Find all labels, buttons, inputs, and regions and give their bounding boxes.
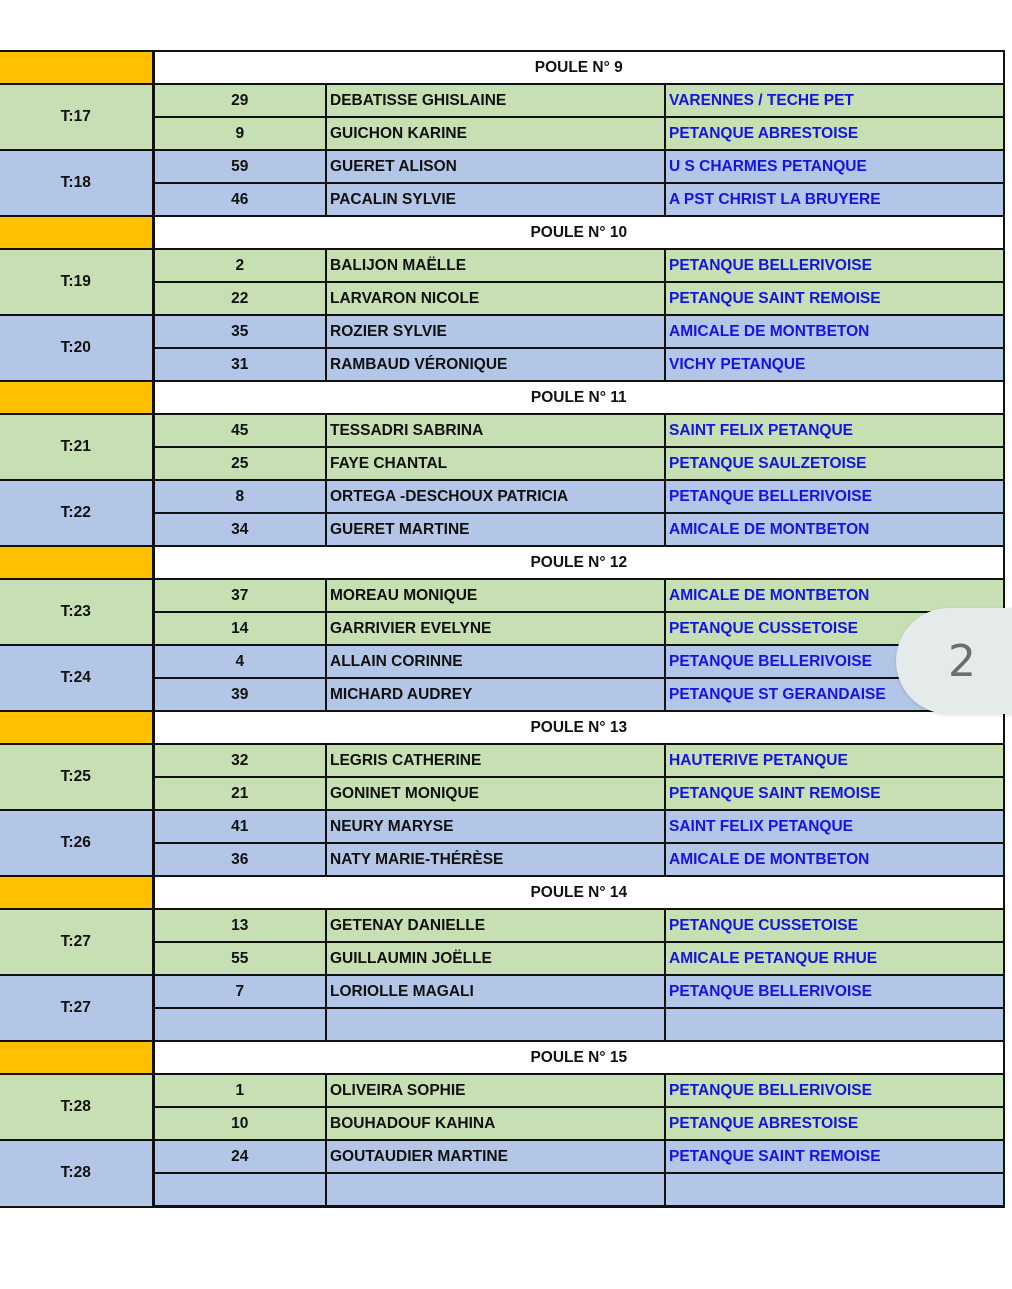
player-name: ROZIER SYLVIE	[326, 315, 665, 348]
poule-title: POULE N° 11	[153, 381, 1004, 414]
table-row	[0, 909, 1004, 942]
player-name: BOUHADOUF KAHINA	[326, 1107, 665, 1140]
table-row	[0, 810, 1004, 843]
player-number: 55	[153, 942, 326, 975]
team-label: T:24	[0, 645, 153, 711]
player-club: AMICALE DE MONTBETON	[665, 315, 1004, 348]
player-name: NATY MARIE-THÉRÈSE	[326, 843, 665, 876]
player-name: FAYE CHANTAL	[326, 447, 665, 480]
table-row	[0, 150, 1004, 183]
player-club: AMICALE DE MONTBETON	[665, 579, 1004, 612]
table-row	[0, 1074, 1004, 1107]
table-row	[0, 480, 1004, 513]
table-row	[0, 84, 1004, 117]
poule-header-row	[0, 51, 1004, 84]
player-number	[153, 1173, 326, 1207]
player-number: 22	[153, 282, 326, 315]
poule-flag-cell	[0, 1041, 153, 1074]
player-club: U S CHARMES PETANQUE	[665, 150, 1004, 183]
poule-flag-cell	[0, 51, 153, 84]
player-name: TESSADRI SABRINA	[326, 414, 665, 447]
team-label: T:21	[0, 414, 153, 480]
player-club: AMICALE DE MONTBETON	[665, 513, 1004, 546]
player-club: A PST CHRIST LA BRUYERE	[665, 183, 1004, 216]
team-label: T:19	[0, 249, 153, 315]
player-name: MICHARD AUDREY	[326, 678, 665, 711]
team-label: T:27	[0, 975, 153, 1041]
player-number: 4	[153, 645, 326, 678]
team-label: T:27	[0, 909, 153, 975]
player-number: 39	[153, 678, 326, 711]
player-name: OLIVEIRA SOPHIE	[326, 1074, 665, 1107]
player-club: PETANQUE BELLERIVOISE	[665, 1074, 1004, 1107]
player-name: GUERET MARTINE	[326, 513, 665, 546]
poule-title: POULE N° 14	[153, 876, 1004, 909]
page-number-badge[interactable]	[896, 608, 1012, 714]
player-club: AMICALE DE MONTBETON	[665, 843, 1004, 876]
player-club: PETANQUE BELLERIVOISE	[665, 975, 1004, 1008]
poule-header-row	[0, 1041, 1004, 1074]
player-number: 35	[153, 315, 326, 348]
player-name: GONINET MONIQUE	[326, 777, 665, 810]
player-club: PETANQUE ABRESTOISE	[665, 1107, 1004, 1140]
player-name: DEBATISSE GHISLAINE	[326, 84, 665, 117]
player-name: LARVARON NICOLE	[326, 282, 665, 315]
player-name	[326, 1008, 665, 1041]
player-number: 1	[153, 1074, 326, 1107]
player-name: GUILLAUMIN JOËLLE	[326, 942, 665, 975]
poule-title: POULE N° 13	[153, 711, 1004, 744]
player-club: VICHY PETANQUE	[665, 348, 1004, 381]
table-row	[0, 249, 1004, 282]
player-club: PETANQUE SAINT REMOISE	[665, 777, 1004, 810]
player-club: SAINT FELIX PETANQUE	[665, 414, 1004, 447]
team-label: T:18	[0, 150, 153, 216]
table-row	[0, 579, 1004, 612]
player-name: GOUTAUDIER MARTINE	[326, 1140, 665, 1173]
team-label: T:23	[0, 579, 153, 645]
poule-title: POULE N° 9	[153, 51, 1004, 84]
team-label: T:20	[0, 315, 153, 381]
player-name: NEURY MARYSE	[326, 810, 665, 843]
player-club: VARENNES / TECHE PET	[665, 84, 1004, 117]
player-club: PETANQUE SAINT REMOISE	[665, 282, 1004, 315]
player-club: PETANQUE SAULZETOISE	[665, 447, 1004, 480]
player-club: PETANQUE ST GERANDAISE	[665, 678, 1004, 711]
player-club: AMICALE PETANQUE RHUE	[665, 942, 1004, 975]
player-number: 8	[153, 480, 326, 513]
poule-header-row	[0, 381, 1004, 414]
player-name: RAMBAUD VÉRONIQUE	[326, 348, 665, 381]
player-number: 21	[153, 777, 326, 810]
player-club	[665, 1008, 1004, 1041]
poule-flag-cell	[0, 711, 153, 744]
poule-header-row	[0, 711, 1004, 744]
poule-title: POULE N° 15	[153, 1041, 1004, 1074]
player-number: 29	[153, 84, 326, 117]
player-club: PETANQUE SAINT REMOISE	[665, 1140, 1004, 1173]
table-row	[0, 1140, 1004, 1173]
player-name: ALLAIN CORINNE	[326, 645, 665, 678]
player-name: GETENAY DANIELLE	[326, 909, 665, 942]
player-number: 9	[153, 117, 326, 150]
player-club: PETANQUE CUSSETOISE	[665, 909, 1004, 942]
player-number: 7	[153, 975, 326, 1008]
player-name: BALIJON MAËLLE	[326, 249, 665, 282]
poule-header-row	[0, 216, 1004, 249]
table-row	[0, 414, 1004, 447]
player-number: 34	[153, 513, 326, 546]
poule-title: POULE N° 10	[153, 216, 1004, 249]
player-name: GARRIVIER EVELYNE	[326, 612, 665, 645]
player-name: MOREAU MONIQUE	[326, 579, 665, 612]
player-club	[665, 1173, 1004, 1207]
player-name: PACALIN SYLVIE	[326, 183, 665, 216]
team-label: T:25	[0, 744, 153, 810]
team-label: T:28	[0, 1140, 153, 1207]
player-number: 2	[153, 249, 326, 282]
player-club: PETANQUE CUSSETOISE	[665, 612, 1004, 645]
player-number: 13	[153, 909, 326, 942]
player-number: 36	[153, 843, 326, 876]
player-number: 31	[153, 348, 326, 381]
team-label: T:26	[0, 810, 153, 876]
player-club: PETANQUE BELLERIVOISE	[665, 480, 1004, 513]
poule-flag-cell	[0, 381, 153, 414]
poule-header-row	[0, 546, 1004, 579]
poule-sheet	[0, 50, 1004, 1208]
player-name: GUERET ALISON	[326, 150, 665, 183]
player-club: SAINT FELIX PETANQUE	[665, 810, 1004, 843]
player-number	[153, 1008, 326, 1041]
player-number: 41	[153, 810, 326, 843]
player-club: PETANQUE BELLERIVOISE	[665, 645, 1004, 678]
page-number: 2	[948, 635, 976, 687]
player-name: LORIOLLE MAGALI	[326, 975, 665, 1008]
player-number: 32	[153, 744, 326, 777]
player-number: 45	[153, 414, 326, 447]
player-number: 10	[153, 1107, 326, 1140]
team-label: T:28	[0, 1074, 153, 1140]
player-club: HAUTERIVE PETANQUE	[665, 744, 1004, 777]
player-number: 59	[153, 150, 326, 183]
table-row	[0, 744, 1004, 777]
poule-title: POULE N° 12	[153, 546, 1004, 579]
player-number: 46	[153, 183, 326, 216]
team-label: T:22	[0, 480, 153, 546]
table-row	[0, 645, 1004, 678]
player-number: 25	[153, 447, 326, 480]
player-club: PETANQUE BELLERIVOISE	[665, 249, 1004, 282]
player-name	[326, 1173, 665, 1207]
poule-flag-cell	[0, 216, 153, 249]
table-row	[0, 315, 1004, 348]
player-number: 14	[153, 612, 326, 645]
player-club: PETANQUE ABRESTOISE	[665, 117, 1004, 150]
table-row	[0, 975, 1004, 1008]
player-number: 24	[153, 1140, 326, 1173]
poule-table	[0, 50, 1005, 1208]
player-name: GUICHON KARINE	[326, 117, 665, 150]
player-number: 37	[153, 579, 326, 612]
team-label: T:17	[0, 84, 153, 150]
poule-header-row	[0, 876, 1004, 909]
player-name: LEGRIS CATHERINE	[326, 744, 665, 777]
poule-flag-cell	[0, 546, 153, 579]
player-name: ORTEGA -DESCHOUX PATRICIA	[326, 480, 665, 513]
poule-flag-cell	[0, 876, 153, 909]
